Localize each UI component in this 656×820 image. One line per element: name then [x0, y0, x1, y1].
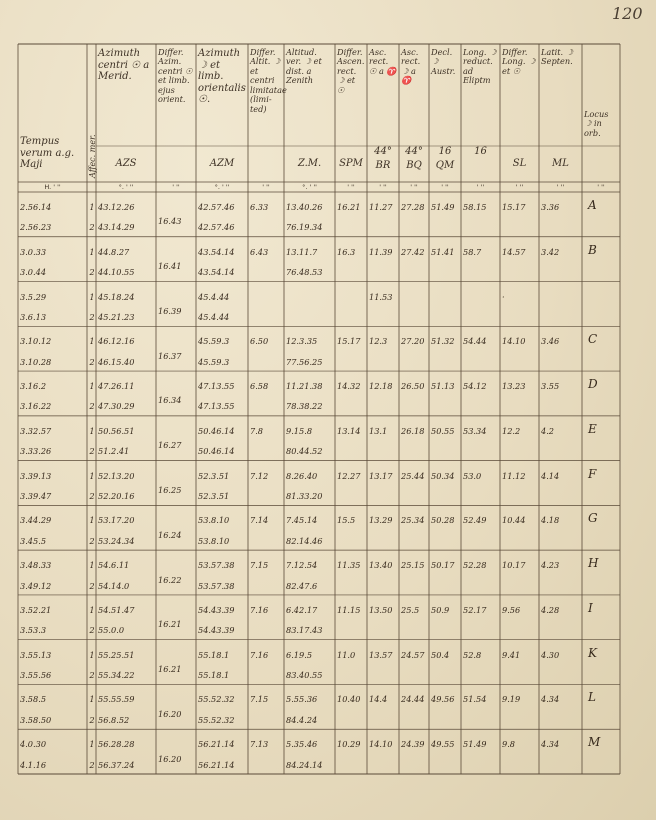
table-cell: 50.55	[431, 425, 455, 436]
table-cell: 2	[89, 535, 95, 546]
table-cell: 45.59.3	[198, 336, 230, 347]
table-cell: 43.12.26	[98, 202, 135, 212]
table-cell: 58.7	[463, 246, 482, 257]
column-header: Altitud. ver. ☽ et dist. a Zenith	[286, 47, 322, 86]
column-symbol: BR	[375, 160, 391, 171]
table-cell: 3.0.33	[20, 246, 47, 257]
table-cell: 7.16	[250, 604, 269, 615]
table-cell: 16.21	[158, 619, 182, 630]
table-cell: 2.56.14	[20, 202, 52, 212]
table-cell: 43.14.29	[98, 222, 135, 233]
table-cell: 4.34	[541, 739, 560, 750]
table-cell: 83.40.55	[286, 670, 323, 681]
table-cell: 24.39	[401, 739, 425, 750]
table-cell: 47.13.55	[198, 401, 235, 412]
table-cell: 76.19.34	[286, 222, 323, 233]
table-cell: 53.34	[463, 425, 487, 436]
table-cell: 10.17	[502, 560, 526, 571]
table-cell: 47.13.55	[198, 381, 235, 392]
table-cell: 11.21.38	[286, 381, 323, 392]
column-header: Asc. rect. ☉ a ♈	[369, 47, 397, 76]
table-cell: 45.4.44	[198, 311, 230, 322]
table-cell: 3.42	[541, 246, 560, 257]
table-cell: 14.4	[369, 694, 388, 705]
table-cell: 54.43.39	[198, 625, 235, 636]
table-cell: 50.46.14	[198, 446, 235, 457]
locus-letter: I	[588, 600, 593, 615]
table-cell: 26.50	[401, 381, 425, 392]
table-cell: 51.54	[463, 694, 487, 705]
table-cell: 54.12	[463, 381, 487, 392]
table-cell: 7.16	[250, 649, 269, 660]
table-cell: 24.57	[401, 649, 425, 660]
table-cell: 16.34	[158, 395, 182, 406]
table-cell: 3.10.12	[20, 336, 52, 347]
locus-letter: L	[588, 690, 596, 705]
table-cell: 1	[89, 470, 95, 481]
table-cell: 1	[89, 649, 95, 660]
table-cell: 14.57	[502, 246, 526, 257]
table-cell: 3.48.33	[20, 560, 52, 571]
table-cell: 16.20	[158, 753, 182, 764]
table-cell: 78.38.22	[286, 401, 323, 412]
table-cell: 76.48.53	[286, 267, 323, 278]
table-cell: 25.34	[401, 515, 425, 526]
column-header: Locus ☽ in orb.	[584, 109, 609, 138]
table-cell: 7.15	[250, 560, 269, 571]
table-cell: 7.13	[250, 739, 269, 750]
table-cell: 80.44.52	[286, 446, 323, 457]
table-cell: 3.55.13	[20, 649, 52, 660]
table-cell: 15.5	[337, 515, 356, 526]
table-cell: 50.17	[431, 560, 455, 571]
column-header: Differ. Long. ☽ et ☉	[502, 47, 536, 76]
unit-label: H. ' ''	[44, 183, 61, 191]
column-symbol: Z.M.	[297, 158, 322, 169]
table-cell: 14.32	[337, 381, 361, 392]
table-cell: 3.32.57	[20, 425, 52, 436]
table-cell: 1	[89, 604, 95, 615]
table-cell: 51.2.41	[98, 446, 130, 457]
table-cell: 3.58.50	[20, 714, 52, 725]
column-header: Tempus verum a.g. Maji	[20, 136, 75, 170]
column-symbol: ML	[552, 158, 569, 169]
folio-number: 120	[612, 4, 643, 23]
table-cell: 4.18	[541, 515, 560, 526]
table-cell: 9.8	[502, 739, 516, 750]
table-cell: 51.49	[463, 739, 487, 750]
table-cell: 53.8.10	[198, 515, 230, 526]
column-header: Differ. Azim. centri ☉ et limb. ejus orient.	[158, 47, 193, 105]
table-cell: 45.59.3	[198, 356, 230, 367]
table-cell: 10.40	[337, 694, 361, 705]
table-cell: 14.10	[369, 739, 393, 750]
table-cell: 3.10.28	[20, 356, 52, 367]
table-cell: 24.44	[401, 694, 425, 705]
locus-letter: E	[588, 421, 597, 436]
table-cell: 3.16.2	[20, 381, 47, 392]
table-cell: 26.18	[401, 425, 425, 436]
unit-label: °. ' ''	[302, 183, 317, 191]
table-cell: 13.1	[369, 425, 388, 436]
unit-label: °. ' ''	[214, 183, 230, 191]
table-cell: 12.3	[369, 336, 388, 347]
table-cell: 83.17.43	[286, 625, 323, 636]
column-header: Latit. ☽ Septen.	[541, 47, 574, 67]
table-cell: 55.55.59	[98, 694, 135, 705]
locus-letter: D	[588, 377, 598, 392]
table-cell: 13.57	[369, 649, 393, 660]
table-cell: 7.8	[250, 425, 264, 436]
astronomical-table	[14, 40, 626, 780]
table-cell: 43.54.14	[198, 267, 235, 278]
table-cell: 2	[89, 446, 95, 457]
table-cell: 16.25	[158, 485, 182, 495]
table-cell: 11.39	[369, 246, 393, 257]
table-cell: 50.56.51	[98, 425, 135, 436]
table-cell: 9.41	[502, 649, 521, 660]
symbol-prefix: 16	[474, 146, 487, 157]
table-cell: 47.26.11	[98, 381, 135, 392]
table-cell: 45.18.24	[98, 291, 135, 302]
table-cell: 3.6.13	[20, 311, 47, 322]
unit-label: ' ''	[347, 183, 355, 191]
table-cell: 1	[89, 694, 95, 705]
table-cell: 16.37	[158, 350, 182, 361]
column-header: Differ. Ascen. rect. ☽ et ☉	[337, 47, 365, 95]
unit-label: ' ''	[515, 183, 524, 191]
table-cell: 3.45.5	[20, 535, 47, 546]
table-cell: 14.10	[502, 336, 526, 347]
table-cell: 25.5	[401, 604, 420, 615]
table-cell: 1	[89, 291, 95, 302]
table-cell: 77.56.25	[286, 356, 323, 367]
table-cell: 13.50	[369, 604, 393, 615]
table-cell: 56.21.14	[198, 739, 235, 750]
locus-letter: C	[588, 332, 598, 347]
table-cell: 16.20	[158, 708, 182, 719]
table-cell: 50.28	[431, 515, 455, 526]
table-cell: 45.21.23	[98, 311, 135, 322]
table-cell: 54.43.39	[198, 604, 235, 615]
table-cell: 11.0	[337, 649, 356, 660]
table-cell: 4.30	[541, 649, 560, 660]
table-cell: 27.42	[401, 246, 425, 257]
column-header: Long. ☽ reduct. ad Eliptm	[463, 47, 497, 86]
table-cell: 4.2	[541, 425, 555, 436]
table-cell: 1	[89, 381, 95, 392]
table-cell: 56.37.24	[98, 759, 135, 770]
table-cell: 81.33.20	[286, 491, 323, 501]
table-cell: 27.28	[401, 202, 425, 212]
table-cell: 52.3.51	[198, 470, 230, 481]
column-header: Asc. rect. ☽ a ♈	[401, 47, 421, 86]
table-cell: 3.53.3	[20, 625, 47, 636]
table-cell: 5.35.46	[286, 739, 318, 750]
unit-label: ' ''	[379, 183, 387, 191]
table-cell: 7.12	[250, 470, 269, 481]
table-cell: 52.28	[463, 560, 487, 571]
column-symbol: SPM	[339, 158, 363, 169]
table-cell: 2	[89, 625, 95, 636]
table-cell: 53.8.10	[198, 535, 230, 546]
unit-label: °. ' ''	[118, 183, 134, 191]
vertical-column-header: Affec. mer.	[87, 134, 97, 178]
table-cell: 15.17	[337, 336, 361, 347]
table-cell: 50.4	[431, 649, 450, 660]
table-cell: 52.17	[463, 604, 487, 615]
table-cell: 43.54.14	[198, 246, 235, 257]
table-cell: 55.52.32	[198, 694, 235, 705]
table-cell: 3.44.29	[20, 515, 52, 526]
column-header: Azimuth ☽ et limb. orientalis ☉.	[198, 48, 246, 105]
table-cell: 4.1.16	[20, 759, 47, 770]
table-cell: 3.5.29	[20, 291, 47, 302]
table-cell: 51.32	[431, 336, 455, 347]
table-cell: 52.3.51	[198, 491, 230, 501]
table-cell: 16.21	[158, 664, 182, 675]
table-cell: 6.58	[250, 381, 269, 392]
table-cell: 46.12.16	[98, 336, 135, 347]
table-cell: 44.8.27	[98, 246, 130, 257]
table-cell: 42.57.46	[198, 222, 235, 233]
table-cell: 11.35	[337, 560, 361, 571]
table-cell: 53.24.34	[98, 535, 135, 546]
table-cell: 3.58.5	[20, 694, 47, 705]
column-symbol: SL	[512, 158, 527, 169]
table-cell: 1	[89, 560, 95, 571]
column-header: Azimuth centri ☉ a Merid.	[98, 48, 150, 82]
locus-letter: H	[588, 556, 599, 571]
table-cell: 2.56.23	[20, 222, 52, 233]
table-cell: 55.18.1	[198, 649, 230, 660]
table-cell: 54.6.11	[98, 560, 130, 571]
table-cell: 1	[89, 515, 95, 526]
table-cell: 8.26.40	[286, 470, 318, 481]
table-cell: 3.55	[541, 381, 560, 392]
table-cell: 82.47.6	[286, 580, 318, 591]
table-cell: 52.20.16	[98, 491, 135, 501]
symbol-prefix: 16	[438, 146, 452, 157]
unit-label: ' ''	[172, 183, 180, 191]
table-cell: 46.15.40	[98, 356, 135, 367]
table-cell: 3.39.13	[20, 470, 52, 481]
column-symbol: BQ	[406, 160, 422, 171]
table-cell: 9.19	[502, 694, 521, 705]
table-cell: 7.45.14	[286, 515, 318, 526]
unit-label: ' ''	[410, 183, 418, 191]
locus-letter: G	[588, 511, 598, 526]
table-cell: 6.43	[250, 246, 269, 257]
table-cell: 55.25.51	[98, 649, 135, 660]
table-cell: 51.13	[431, 381, 455, 392]
table-cell: 2	[89, 267, 95, 278]
table-cell: 53.57.38	[198, 580, 235, 591]
table-cell: 12.18	[369, 381, 393, 392]
table-cell: 1	[89, 425, 95, 436]
table-cell: 53.17.20	[98, 515, 135, 526]
table-cell: 10.44	[502, 515, 526, 526]
table-cell: 84.4.24	[286, 714, 318, 725]
table-cell: 50.9	[431, 604, 450, 615]
unit-label: ' ''	[262, 183, 270, 191]
table-cell: 50.34	[431, 470, 455, 481]
table-cell: 1	[89, 336, 95, 347]
table-cell: 7.12.54	[286, 560, 318, 571]
unit-label: ' ''	[476, 183, 485, 191]
table-cell: 50.46.14	[198, 425, 235, 436]
table-cell: 2	[89, 670, 95, 681]
symbol-prefix: 44°	[405, 146, 423, 157]
table-cell: 53.57.38	[198, 560, 235, 571]
column-header: Differ. Altit. ☽ et centri limitatae (limi-ted)	[250, 47, 287, 114]
locus-letter: M	[588, 735, 601, 750]
table-cell: 3.16.22	[20, 401, 52, 412]
table-cell: 4.14	[541, 470, 560, 481]
table-cell: 2	[89, 356, 95, 367]
table-cell: 6.42.17	[286, 604, 318, 615]
table-cell: 5.55.36	[286, 694, 318, 705]
table-cell: 12.2	[502, 425, 521, 436]
table-cell: 12.27	[337, 470, 361, 481]
table-cell: 12.3.35	[286, 336, 318, 347]
table-cell: 45.4.44	[198, 291, 230, 302]
table-cell: 11.15	[337, 604, 361, 615]
table-cell: 4.0.30	[20, 739, 47, 750]
table-cell: 2	[89, 759, 95, 770]
table-cell: 3.36	[541, 202, 560, 212]
table-cell: 2	[89, 401, 95, 412]
table-cell: 13.14	[337, 425, 361, 436]
table-cell: 11.53	[369, 291, 393, 302]
locus-letter: A	[588, 198, 597, 212]
table-cell: 16.43	[158, 216, 182, 227]
table-cell: 58.15	[463, 202, 487, 212]
table-cell: 3.0.44	[20, 267, 47, 278]
table-cell: 13.29	[369, 515, 393, 526]
table-cell: 16.3	[337, 246, 356, 257]
table-cell: 9.15.8	[286, 425, 313, 436]
table-cell: 54.44	[463, 336, 487, 347]
unit-label: ' ''	[441, 183, 449, 191]
table-cell: 2	[89, 714, 95, 725]
locus-letter: B	[588, 242, 597, 257]
table-cell: 3.46	[541, 336, 560, 347]
table-cell: 11.12	[502, 470, 526, 481]
table-cell: 42.57.46	[198, 202, 235, 212]
table-cell: 55.34.22	[98, 670, 135, 681]
table-cell: 9.56	[502, 604, 521, 615]
table-cell: 6.50	[250, 336, 269, 347]
table-cell: 54.14.0	[98, 580, 130, 591]
table-cell: 25.15	[401, 560, 425, 571]
table-cell: 16.22	[158, 574, 182, 585]
table-cell: 13.17	[369, 470, 393, 481]
table-cell: 4.23	[541, 560, 560, 571]
table-cell: 49.55	[431, 739, 455, 750]
table-cell: 2	[89, 311, 95, 322]
table-cell: 51.41	[431, 246, 455, 257]
table-cell: 7.15	[250, 694, 269, 705]
column-symbol: QM	[435, 160, 455, 171]
table-cell: 16.41	[158, 261, 182, 272]
table-cell: 6.19.5	[286, 649, 313, 660]
table-cell: 13.40	[369, 560, 393, 571]
table-cell: 2	[89, 491, 95, 501]
table-cell: 10.29	[337, 739, 361, 750]
table-cell: 25.44	[401, 470, 425, 481]
table-cell: 1	[89, 739, 95, 750]
table-cell: 13.11.7	[286, 246, 318, 257]
table-cell: 54.51.47	[98, 604, 135, 615]
table-cell: 56.28.28	[98, 739, 135, 750]
table-cell: 49.56	[431, 694, 455, 705]
table-cell: 4.34	[541, 694, 560, 705]
table-cell: 2	[89, 580, 95, 591]
table-cell: 82.14.46	[286, 535, 323, 546]
table-cell: 3.55.56	[20, 670, 52, 681]
table-cell: 1	[89, 202, 95, 212]
locus-letter: K	[588, 645, 597, 660]
table-cell: 52.13.20	[98, 470, 135, 481]
column-symbol: AZM	[209, 158, 235, 169]
table-cell: 56.21.14	[198, 759, 235, 770]
table-cell: 2	[89, 222, 95, 233]
table-cell: 52.8	[463, 649, 482, 660]
table-cell: 16.39	[158, 305, 182, 316]
table-cell: 4.28	[541, 604, 560, 615]
table-cell: 55.52.32	[198, 714, 235, 725]
table-cell: 44.10.55	[98, 267, 135, 278]
table-cell: 52.49	[463, 515, 487, 526]
symbol-prefix: 44°	[374, 146, 392, 157]
unit-label: ' ''	[556, 183, 565, 191]
table-cell: 3.52.21	[20, 604, 52, 615]
table-cell: 6.33	[250, 202, 269, 212]
table-cell: 13.40.26	[286, 202, 323, 212]
table-cell: 15.17	[502, 202, 526, 212]
table-cell: 13.23	[502, 381, 526, 392]
column-header: Decl. ☽ Austr.	[431, 47, 456, 76]
table-cell: 56.8.52	[98, 714, 130, 725]
locus-letter: F	[588, 466, 597, 481]
table-cell: 51.49	[431, 202, 455, 212]
table-cell: 16.27	[158, 440, 182, 451]
table-cell: 11.27	[369, 202, 393, 212]
table-cell: 7.14	[250, 515, 269, 526]
table-cell: ·	[502, 291, 505, 302]
table-cell: 3.39.47	[20, 491, 52, 501]
table-cell: 84.24.14	[286, 759, 323, 770]
table-cell: 55.18.1	[198, 670, 230, 681]
column-symbol: AZS	[115, 158, 137, 169]
table-cell: 16.21	[337, 202, 361, 212]
table-cell: 1	[89, 246, 95, 257]
unit-label: ' ''	[597, 183, 605, 191]
table-cell: 3.49.12	[20, 580, 52, 591]
table-cell: 55.0.0	[98, 625, 125, 636]
table-cell: 47.30.29	[98, 401, 135, 412]
table-cell: 16.24	[158, 529, 182, 540]
table-cell: 53.0	[463, 470, 482, 481]
table-cell: 27.20	[401, 336, 425, 347]
table-cell: 3.33.26	[20, 446, 52, 457]
